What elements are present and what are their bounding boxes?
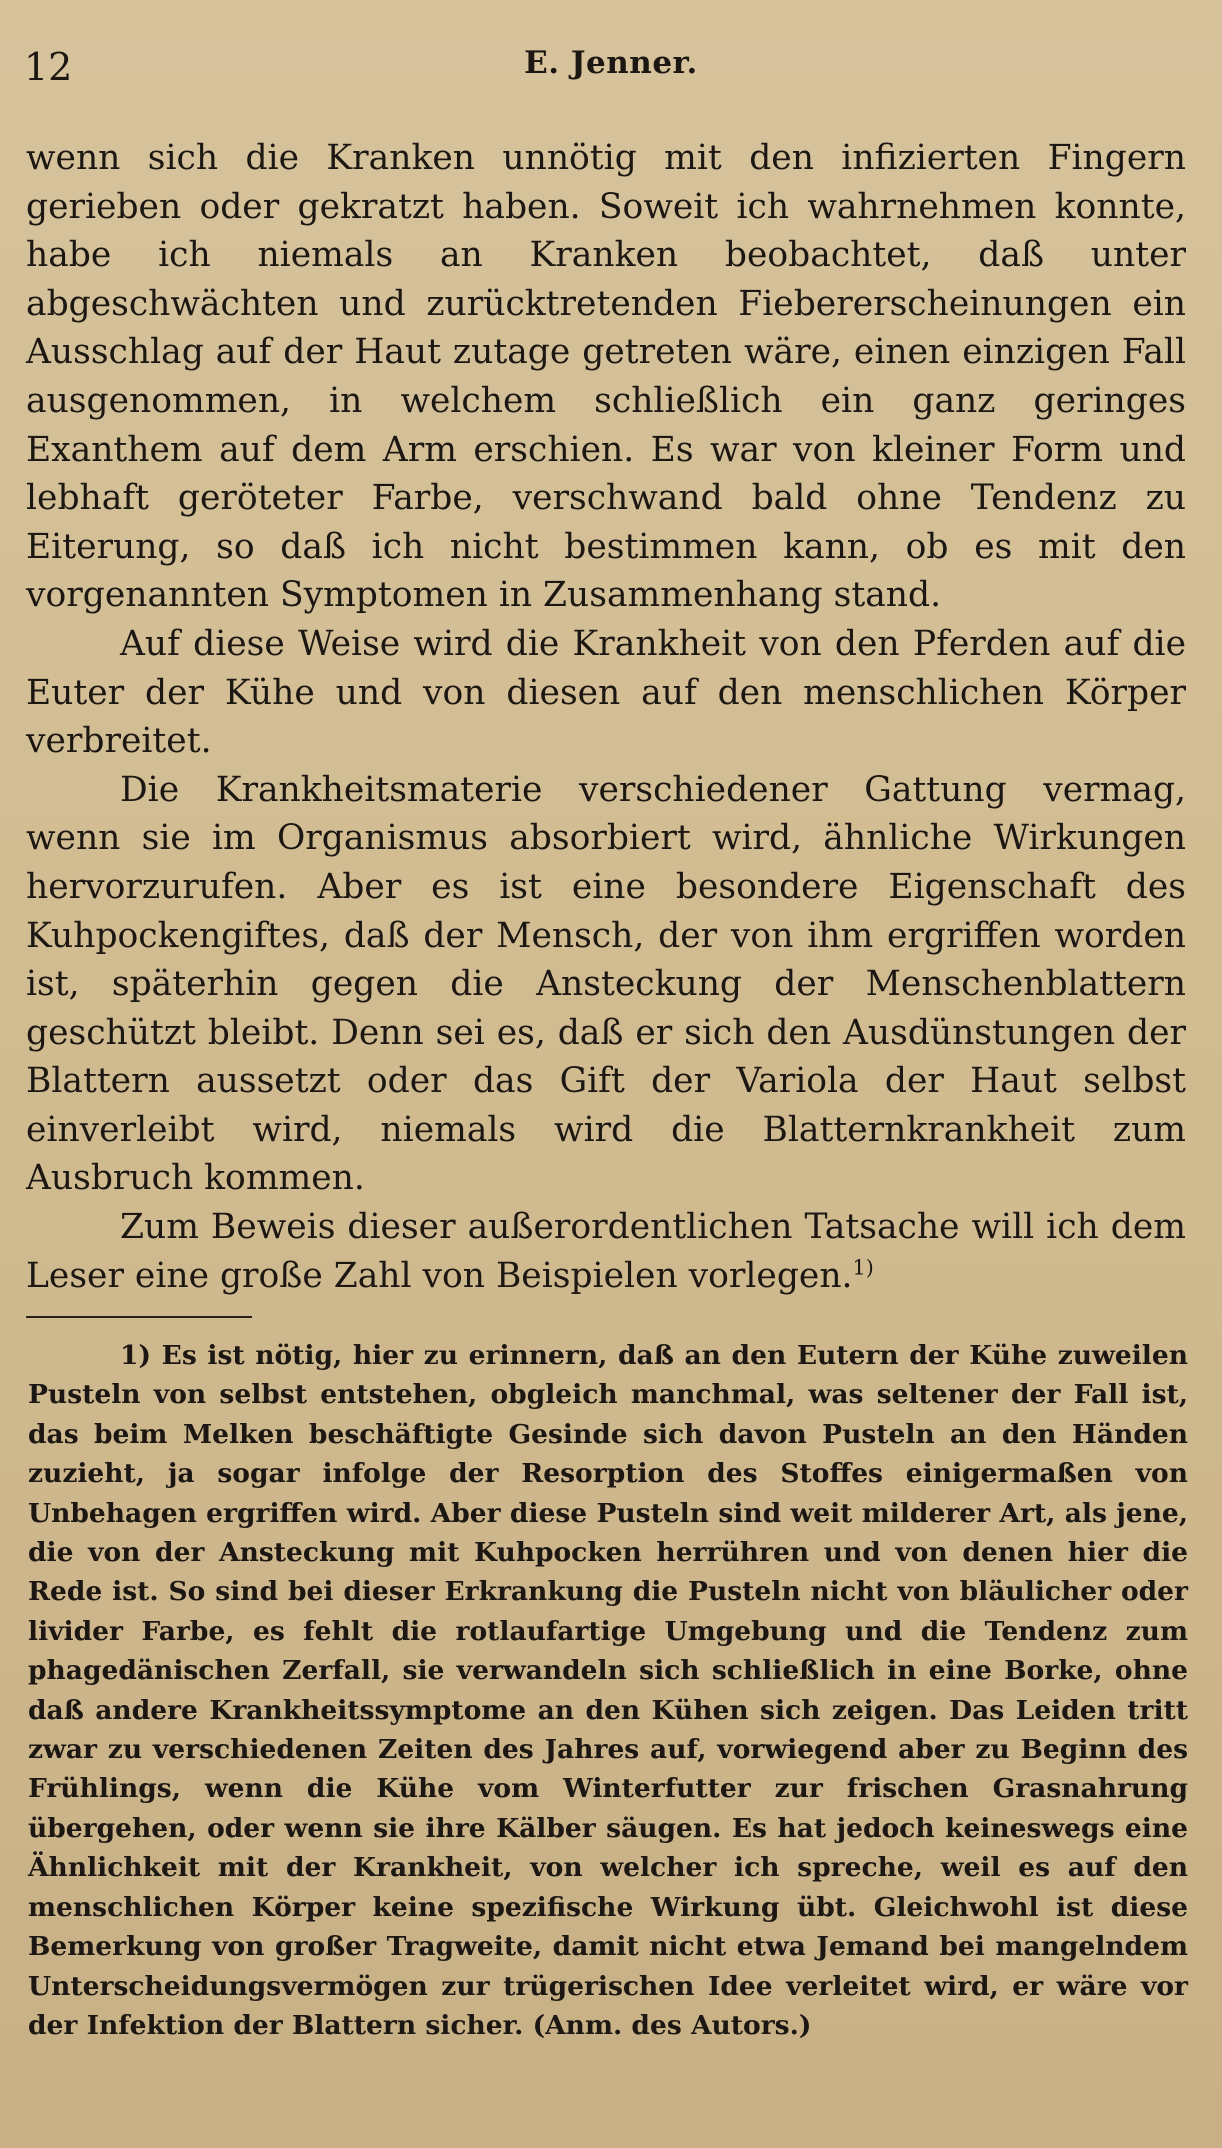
paragraph-evidence-text: Zum Beweis dieser außerordentlichen Tatsache will ich dem Leser eine große Zahl von Beispielen vorlegen. [26,1207,1186,1296]
running-head: E. Jenner. [524,45,698,81]
paragraph-evidence [26,1203,1186,1300]
paragraph-cowpox-immunity: Die Krankheitsmaterie verschiedener Gattung vermag, wenn sie im Organismus absorbiert wird, ähnliche Wirkungen hervorzurufen. Aber es ist eine besondere Eigenschaft des Kuhpockengiftes, daß der Mensch, der von ihm ergriffen worden ist, späterhin gegen die Ansteckung der Menschenblattern geschützt bleibt. Denn sei es, daß er sich den Ausdünstungen der Blattern aussetzt oder das Gift der Variola der Haut selbst einverleibt wird, niemals wird die Blatternkrankheit zum Ausbruch kommen. [26,769,1186,1199]
footnote-text: 1) Es ist nötig, hier zu erinnern, daß an den Eutern der Kühe zuweilen Pusteln von selbst entstehen, obgleich manchmal, was seltener der Fall ist, das beim Melken beschäftigte Gesinde sich davon Pusteln an den Händen zuzieht, ja sogar infolge der Resorption des Stoffes einigermaßen von Unbehagen ergriffen wird. Aber diese Pusteln sind weit milderer Art, als jene, die von der Ansteckung mit Kuhpocken herrühren und von denen hier die Rede ist. So sind bei dieser Erkrankung die Pusteln nicht von bläulicher oder livider Farbe, es fehlt die rotlaufartige Umgebung und die Tendenz zum phagedänischen Zerfall, sie verwandeln sich schließlich in eine Borke, ohne daß andere Krankheitssymptome an den Kühen sich zeigen. Das Leiden tritt zwar zu verschiedenen Zeiten des Jahres auf, vorwiegend aber zu Beginn des Frühlings, wenn die Kühe vom Winterfutter zur frischen Grasnahrung übergehen, oder wenn sie ihre Kälber säugen. Es hat jedoch keineswegs eine Ähnlichkeit mit der Krankheit, von welcher ich spreche, weil es auf den menschlichen Körper keine spezifische Wirkung übt. Gleichwohl ist diese Bemerkung von großer Tragweite, damit nicht etwa Jemand bei mangelndem Unterscheidungsvermögen zur trügerischen Idee verleitet wird, er wäre vor der Infektion der Blattern sicher. (Anm. des Autors.) [28,1340,1188,2041]
paragraph-continuation: wenn sich die Kranken unnötig mit den infizierten Fingern gerieben oder gekratzt haben. Soweit ich wahrnehmen konnte, habe ich niemals an Kranken beobachtet, daß unter abgeschwächten und zurücktretenden Fiebererscheinungen ein Ausschlag auf der Haut zutage getreten wäre, einen einzigen Fall ausgenommen, in welchem schließlich ein ganz geringes Exanthem auf dem Arm erschien. Es war von kleiner Form und lebhaft geröteter Farbe, verschwand bald ohne Tendenz zu Eiterung, so daß ich nicht bestimmen kann, ob es mit den vorgenannten Symptomen in Zusammenhang stand. [26,138,1186,616]
paragraph-disease-spread: Auf diese Weise wird die Krankheit von den Pferden auf die Euter der Kühe und von diesen auf den menschlichen Körper verbreitet. [26,623,1186,762]
page-number: 12 [24,45,73,89]
main-text [26,134,1186,1300]
footnote-divider [26,1316,252,1318]
footnote-marker: 1) [852,1255,874,1280]
